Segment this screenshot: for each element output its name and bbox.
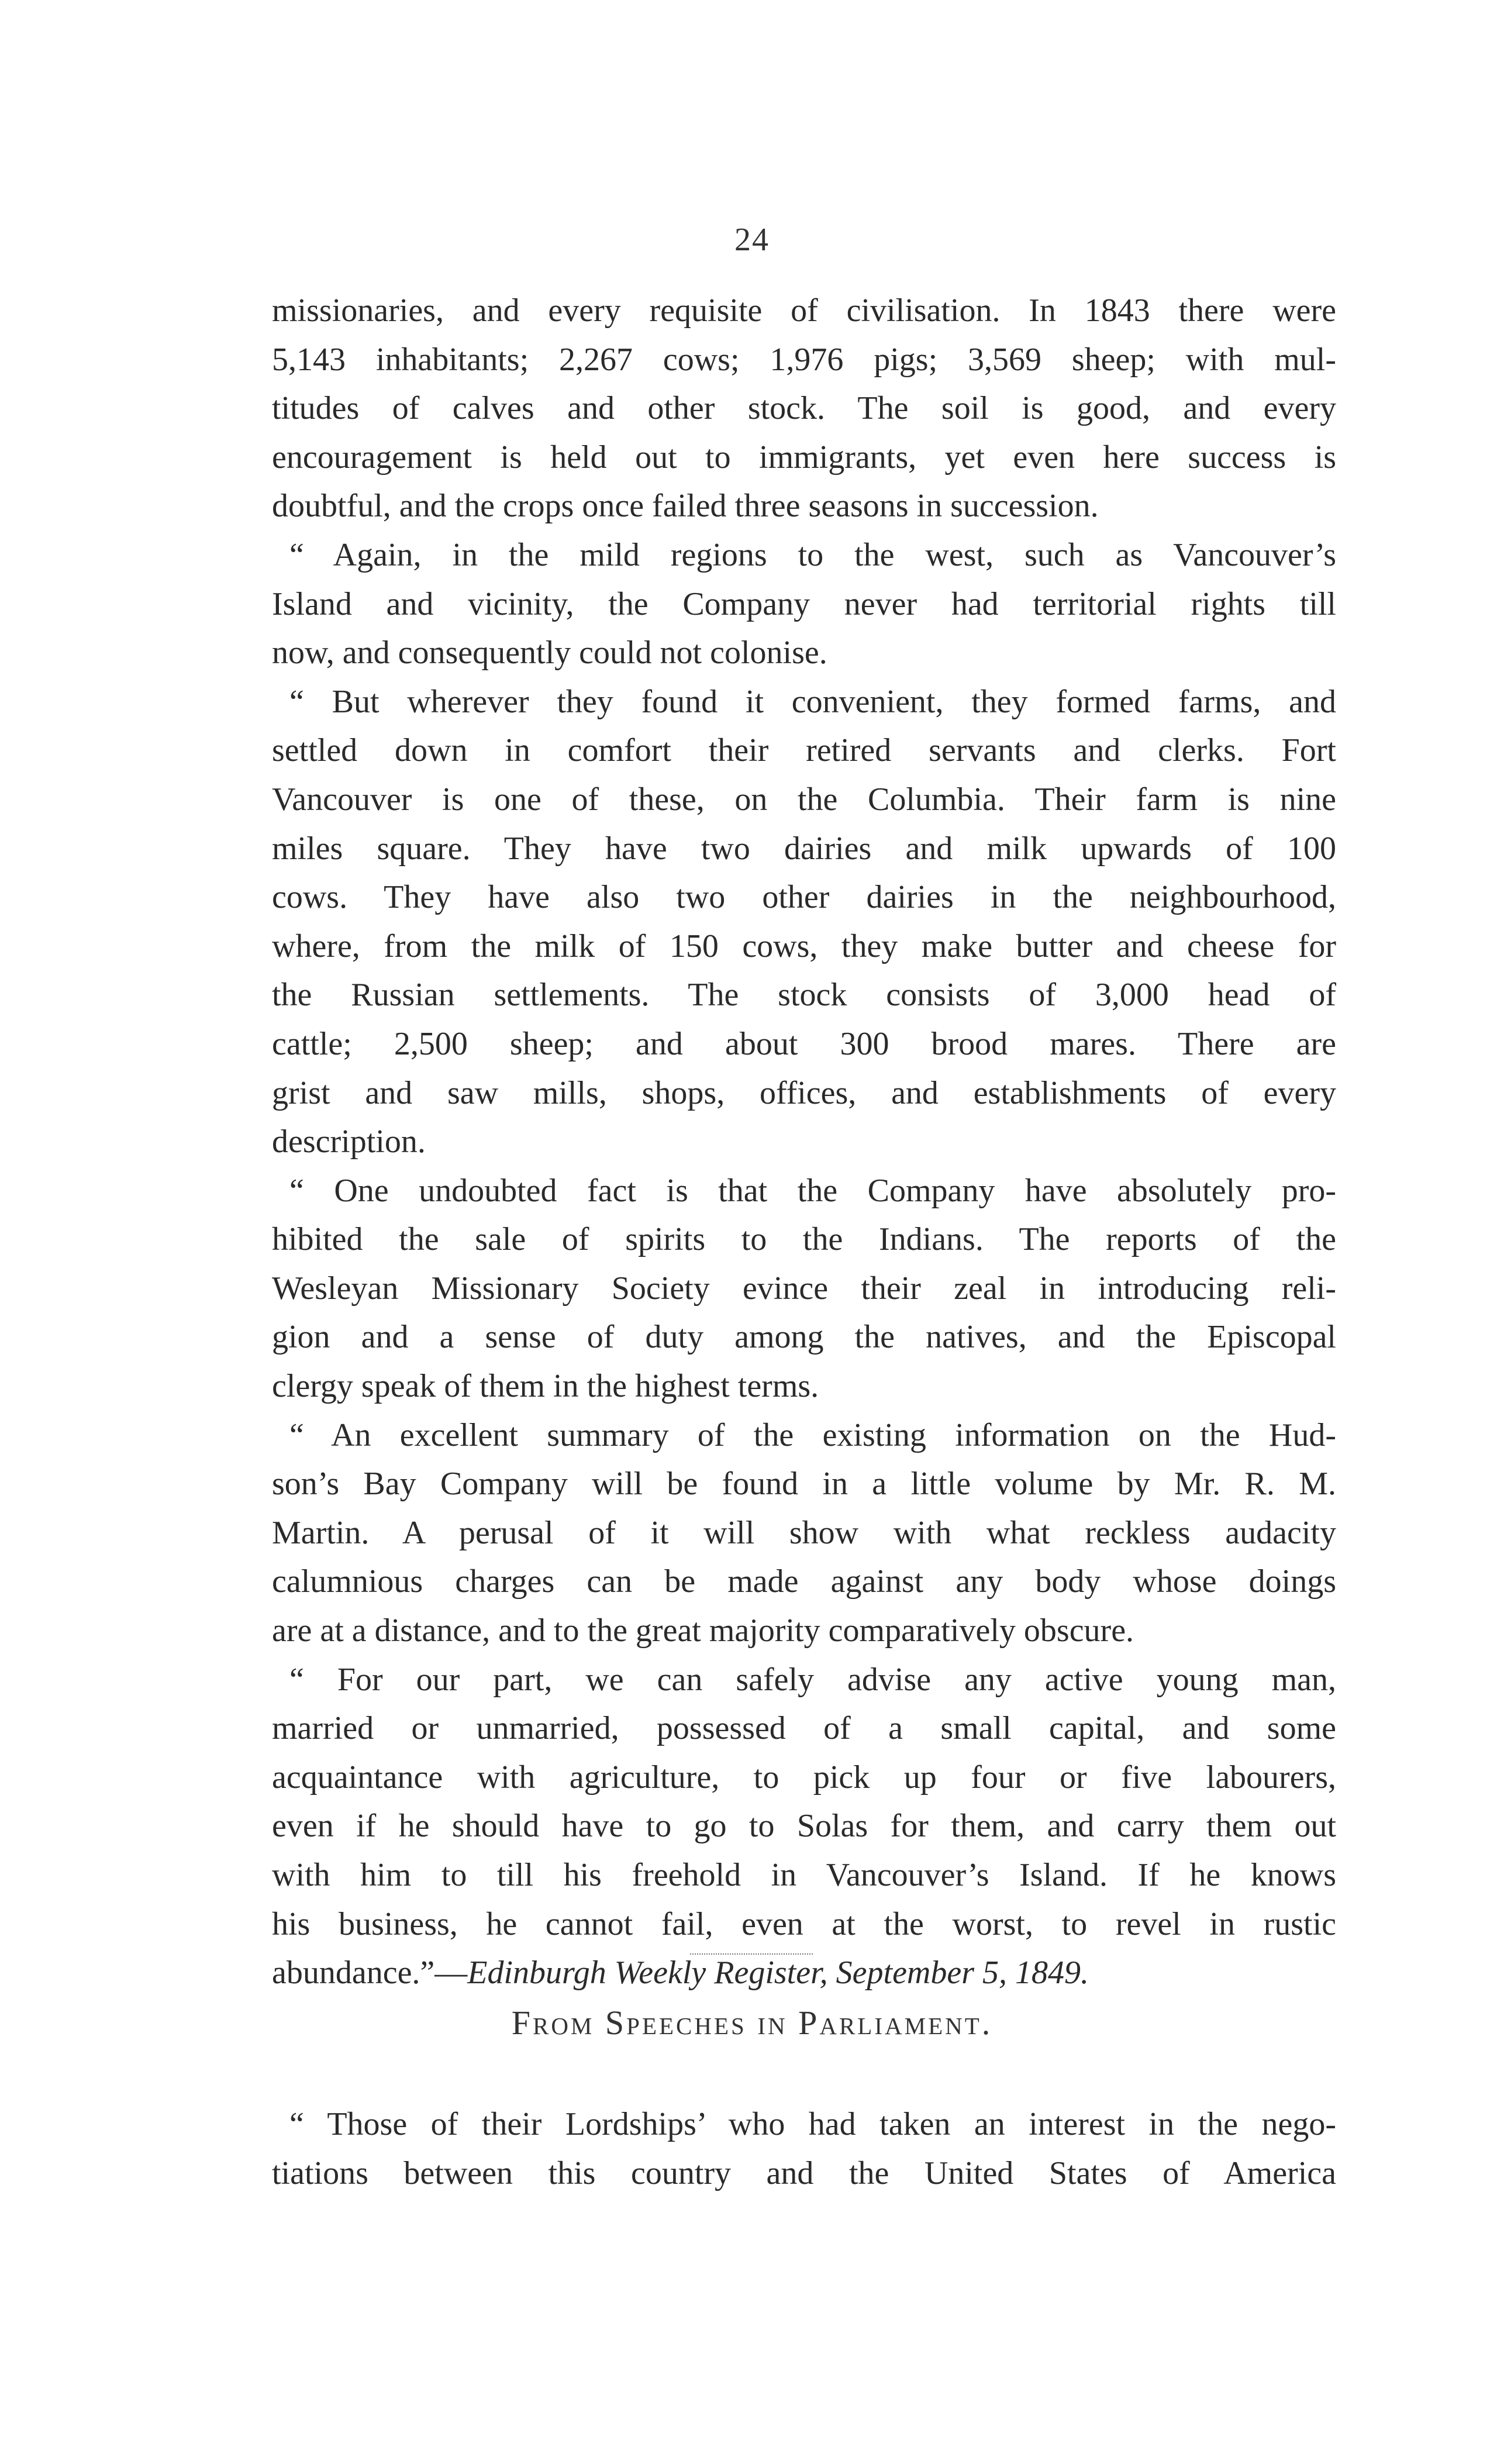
text-line: “ Those of their Lordships’ who had taken an interest in the nego- (289, 2106, 1336, 2142)
text-line: are at a distance, and to the great majority comparatively obscure. (272, 1612, 1134, 1649)
paragraph (272, 1411, 1336, 1656)
text-line: with him to till his freehold in Vancouver’s Island. If he knows (272, 1857, 1336, 1893)
text-line: cows. They have also two other dairies in the neighbourhood, (272, 879, 1336, 916)
text-line: son’s Bay Company will be found in a little volume by Mr. R. M. (272, 1466, 1336, 1502)
text-line: grist and saw mills, shops, offices, and establishments of every (272, 1074, 1336, 1111)
text-line: settled down in comfort their retired servants and clerks. Fort (272, 732, 1336, 769)
attribution-line (272, 1949, 1336, 1998)
text-line: 5,143 inhabitants; 2,267 cows; 1,976 pigs; 3,569 sheep; with mul- (272, 341, 1336, 378)
text-line: “ But wherever they found it convenient, they formed farms, and (289, 683, 1336, 720)
text-line: Wesleyan Missionary Society evince their zeal in introducing reli- (272, 1270, 1336, 1307)
paragraph (272, 678, 1336, 1167)
section-divider (690, 1953, 813, 1955)
paragraph (272, 531, 1336, 678)
page-number: 24 (734, 222, 770, 258)
text-line: even if he should have to go to Solas for them, and carry them out (272, 1808, 1336, 1845)
text-line: clergy speak of them in the highest terms. (272, 1368, 819, 1405)
closing-paragraph (272, 2067, 1336, 2231)
text-line: acquaintance with agriculture, to pick up four or five labourers, (272, 1759, 1336, 1796)
text-line: “ An excellent summary of the existing information on the Hud- (289, 1417, 1336, 1453)
text-line: encouragement is held out to immigrants, yet even here success is (272, 439, 1336, 475)
attribution-lead: abundance.”— (272, 1955, 468, 1991)
text-line: Vancouver is one of these, on the Columbia. Their farm is nine (272, 781, 1336, 818)
text-line: Island and vicinity, the Company never had territorial rights till (272, 585, 1336, 622)
text-line: cattle; 2,500 sheep; and about 300 brood mares. There are (272, 1025, 1336, 1062)
text-line: hibited the sale of spirits to the Indians. The reports of the (272, 1221, 1336, 1258)
text-line: now, and consequently could not colonise. (272, 635, 827, 671)
attribution-source: Edinburgh Weekly Register, September 5, 1849. (467, 1955, 1089, 1991)
text-line: titudes of calves and other stock. The soil is good, and every (272, 390, 1336, 427)
body-text (272, 287, 1336, 1998)
paragraph (272, 287, 1336, 531)
text-line: “ One undoubted fact is that the Company have absolutely pro- (289, 1172, 1336, 1209)
text-line: doubtful, and the crops once failed three seasons in succession. (272, 488, 1099, 525)
text-line: gion and a sense of duty among the natives, and the Episcopal (272, 1319, 1336, 1356)
text-line: “ Again, in the mild regions to the west, such as Vancouver’s (289, 536, 1336, 573)
text-line: calumnious charges can be made against any body whose doings (272, 1563, 1336, 1600)
text-line: his business, he cannot fail, even at the worst, to revel in rustic (272, 1905, 1336, 1942)
text-line: description. (272, 1124, 426, 1160)
text-line: the Russian settlements. The stock consists of 3,000 head of (272, 977, 1336, 1014)
section-heading: From Speeches in Parliament. (511, 2004, 993, 2042)
paragraph (272, 1656, 1336, 1998)
text-line: missionaries, and every requisite of civilisation. In 1843 there were (272, 292, 1336, 329)
text-line: “ For our part, we can safely advise any active young man, (289, 1661, 1336, 1698)
text-line: married or unmarried, possessed of a small capital, and some (272, 1710, 1336, 1747)
paragraph (272, 1167, 1336, 1411)
text-line: tiations between this country and the United States of America (272, 2155, 1336, 2191)
text-line: where, from the milk of 150 cows, they make butter and cheese for (272, 928, 1336, 964)
text-line: Martin. A perusal of it will show with what reckless audacity (272, 1514, 1336, 1551)
text-line: miles square. They have two dairies and milk upwards of 100 (272, 830, 1336, 867)
paragraph (272, 2100, 1336, 2198)
